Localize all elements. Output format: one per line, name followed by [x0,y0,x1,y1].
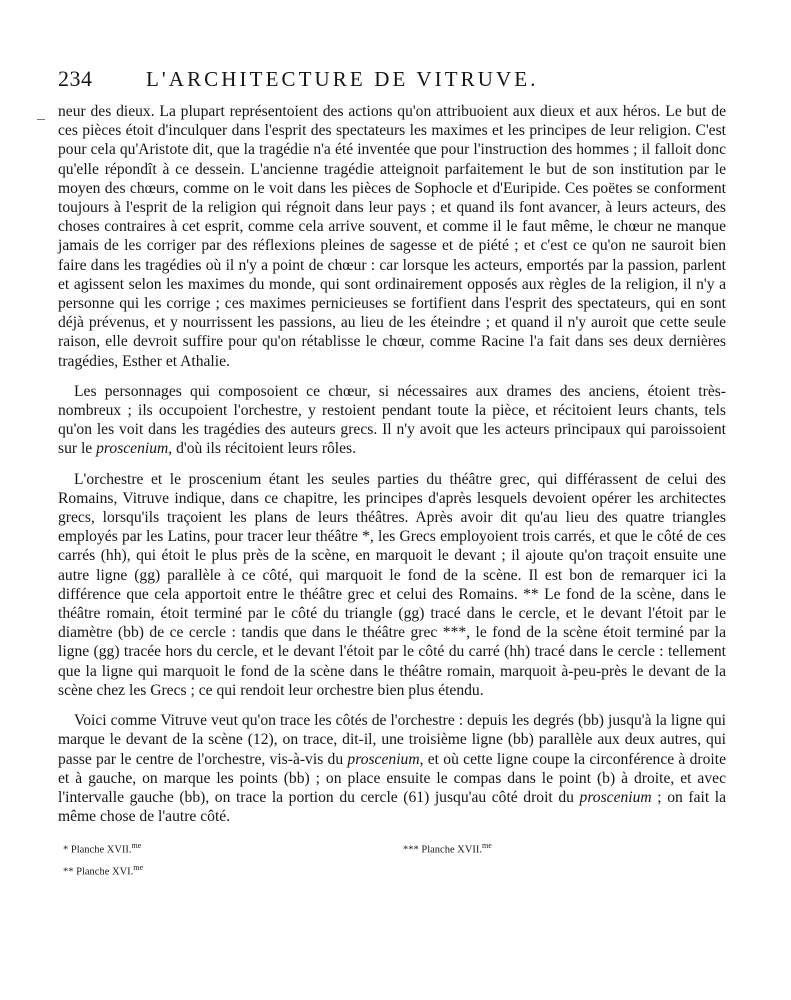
footnote-1 [63,837,283,859]
running-title: L'ARCHITECTURE DE VITRUVE. [146,67,539,91]
footnote-1-superscript: me [131,841,142,850]
paragraph-2 [58,382,726,459]
paragraph-4-text-b: , et où cette ligne coupe la circonférence à droite et à gauche, on marque les points (bb) ; on place ensuite le compas dans le point (b) à droite, et avec l'intervalle gauche (bb), on trace la portion du cercle (61) jusqu'au côté droit du [58,750,726,806]
book-page [58,64,726,826]
footnote-3-text: Planche XVII. [421,844,483,856]
footnote-1-mark: * [63,844,69,856]
footnote-2-text: Planche XVI. [76,866,134,877]
footnote-3 [403,837,653,859]
footnote-1-text: Planche XVII. [70,844,132,856]
paragraph-4-italic-term-1: proscenium [347,750,420,768]
paragraph-4-text-a: Voici comme Vitruve veut qu'on trace les côtés de l'orchestre : depuis les degrés (bb) jusqu'à la ligne qui marque le devant de la scène (12), on trace, dit-il, une troisième ligne (bb) parallèle aux deux autres, qui passe par le centre de l'orchestre, vis-à-vis du [58,712,726,768]
page-header [58,64,726,102]
page-number: 234 [58,66,93,91]
footnotes-left-column [63,837,283,880]
paragraph-2-italic-term: proscenium [96,440,169,458]
paragraph-4-italic-term-2: proscenium [579,788,652,806]
paragraph-4 [58,711,726,826]
margin-mark [37,119,45,120]
footnote-3-superscript: me [482,841,492,850]
body-text [58,102,726,826]
footnote-2 [63,859,283,881]
paragraph-3: L'orchestre et le proscenium étant les seules parties du théâtre grec, qui différassent de celui des Romains, Vitruve indique, dans ce chapitre, les principes d'après lesquels devoient opérer les architectes grecs, lorsqu'ils traçoient les plans de leurs théâtres. Après avoir dit qu'au lieu des quatre triangles employés par les Latins, pour tracer leur théâtre *, les Grecs employoient trois carrés, et que le côté de ces carrés (hh), qui étoit le plus près de la scène, en marquoit le devant ; il ajoute qu'on traçoit ensuite une autre ligne (gg) parallèle à ce côté, qui marquoit le fond de la scène. Il est bon de remarquer ici la différence que cela apportoit entre le théâtre grec et celui des Romains. ** Le fond de la scène, dans le théâtre romain, étoit terminé par le côté du triangle (gg) tracé dans le cercle, et le devant l'étoit par le diamètre (bb) de ce cercle : tandis que dans le théâtre grec ***, le fond de la scène étoit terminé par la ligne (gg) tracée hors du cercle, et le devant l'étoit par le côté du carré (hh) tracé dans le cercle : tellement que la ligne qui marquoit le fond de la scène dans le théâtre romain, marquoit à-peu-près le devant de la scène chez les Grecs ; ce qui rendoit leur orchestre bien plus étendu. [58,470,726,699]
paragraph-2-text-end: , d'où ils récitoient leurs rôles. [168,440,357,458]
footnote-2-superscript: me [133,862,144,872]
footnote-3-mark: *** [403,844,419,856]
paragraph-2-text: Les personnages qui composoient ce chœur, si nécessaires aux drames des anciens, étoient très-nombreux ; ils occupoient l'orchestre, y restoient pendant toute la pièce, et récitoient leurs chants, tels qu'on les voit dans les tragédies des auteurs grecs. Il n'y avoit que les acteurs principaux qui paroissoient sur le [58,382,726,458]
footnotes-right-column [403,837,653,859]
paragraph-4-text-c: ; on fait la même chose de l'autre côté. [58,788,726,826]
paragraph-1: neur des dieux. La plupart représentoient des actions qu'on attribuoient aux dieux et aux héros. Le but de ces pièces étoit d'inculquer dans l'esprit des spectateurs les maximes et les principes de leur religion. C'est pour cela qu'Aristote dit, que la tragédie n'a été inventée que pour l'instruction des hommes ; il falloit donc qu'elle répondît à ce dessein. L'ancienne tragédie atteignoit parfaitement le but de son institution par le moyen des chœurs, comme on le voit dans les pièces de Sophocle et d'Euripide. Ces poëtes se conforment toujours à l'esprit de la religion qui régnoit dans leur pays ; et quand ils font avancer, à leurs acteurs, des choses contraires à cet esprit, comme cela arrive souvent, et comme il le faut même, le chœur ne manque jamais de les corriger par des réflexions pleines de sagesse et de piété ; et c'est ce qu'on ne sauroit bien faire dans les tragédies où il n'y a point de chœur : car lorsque les acteurs, emportés par la passion, parlent et agissent selon les maximes du monde, qui sont ordinairement opposés aux règles de la religion, il n'y a personne qui les corrige ; ces maximes pernicieuses se fortifient dans l'esprit des spectateurs, qui en sont déjà prévenus, et y nourrissent les passions, au lieu de les éteindre ; et quand il n'y auroit que cette seule raison, elle devroit suffire pour qu'on rétablisse le chœur, comme Racine l'a fait dans ses deux dernières tragédies, Esther et Athalie. [58,103,726,370]
footnote-2-mark: ** [63,866,74,877]
